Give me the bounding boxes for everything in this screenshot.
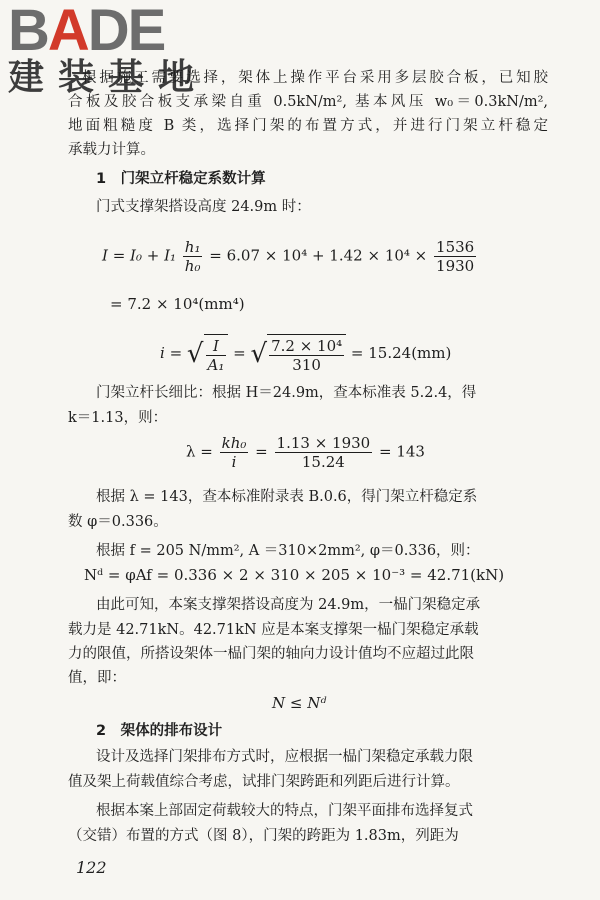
intro-line-3: 地面粗糙度 B 类，选择门架的布置方式，并进行门架立杆稳定 [68,118,548,134]
capacity-line-1: 根据 f = 205 N/mm², A ＝310×2mm², φ＝0.336，则： [96,543,480,559]
section-1-line-1: 门式支撑架搭设高度 24.9m 时： [96,199,311,215]
formula-i-fraction-1 [206,337,227,374]
watermark-logo [8,0,165,63]
sqrt-symbol: √ [186,339,204,369]
formula-I-lhs: I = I₀ + I₁ [102,246,177,265]
section-2-para-1-line-2: 值及架上荷载值综合考虑，试排门架跨距和列距后进行计算。 [68,774,460,790]
formula-I-frac2-num: 1536 [436,238,475,256]
intro-line-4: 承载力计算。 [68,142,155,158]
section-1-heading: 1 门架立杆稳定系数计算 [96,171,266,187]
formula-I-frac1-num: h₁ [184,238,201,256]
formula-lambda-fraction-2 [275,434,373,471]
formula-I-fraction-h [183,238,203,275]
formula-lambda-frac1-den: i [231,453,237,471]
formula-i-lhs: i = [160,344,183,362]
formula-I-frac1-den: h₀ [184,257,201,275]
formula-i-frac1-num: I [206,337,227,356]
logo-letters-de: DE [87,0,165,63]
formula-radius-of-gyration [160,334,451,374]
section-2-para-1-line-1: 设计及选择门架排布方式时，应根据一榀门架稳定承载力限 [96,749,473,765]
formula-I-result: = 7.2 × 10⁴(mm⁴) [110,295,245,313]
formula-lambda-frac2-num: 1.13 × 1930 [276,434,371,452]
slenderness-line-1: 门架立杆长细比：根据 H＝24.9m，查本标准表 5.2.4，得 [96,385,477,401]
formula-i-frac2-den: 310 [292,356,321,374]
phi-line-1: 根据 λ = 143，查本标准附录表 B.0.6，得门架立杆稳定系 [96,489,478,505]
formula-I-frac2-den: 1930 [436,257,475,275]
page-number: 122 [76,858,107,877]
slenderness-line-2: k＝1.13，则： [68,410,168,426]
formula-lambda-lhs: λ = [186,442,213,461]
formula-lambda-fraction-1 [220,434,249,471]
formula-I-mid: = 6.07 × 10⁴ + 1.42 × 10⁴ × [209,246,428,265]
formula-slenderness-ratio [186,434,425,471]
formula-lambda-frac1-num: kh₀ [221,434,247,452]
formula-i-sqrt-2 [251,334,347,374]
sqrt-symbol: √ [250,339,268,369]
watermark-chinese: 建装基地 [8,57,209,98]
formula-lambda-eq: = [255,442,268,461]
intro-line-2: 合板及胶合板支承梁自重 0.5kN/m², 基本风压 w₀＝0.3kN/m², [68,94,548,110]
conclusion-line-1: 由此可知，本案支撑架搭设高度为 24.9m，一榀门架稳定承 [96,597,481,613]
phi-line-2: 数 φ＝0.336。 [68,514,168,530]
section-2-para-2-line-2: （交错）布置的方式（图 8），门架的跨距为 1.83m，列距为 [68,828,459,844]
logo-letters-b: B [8,0,48,63]
section-2-para-2-line-1: 根据本案上部固定荷载较大的特点，门架平面排布选择复式 [96,803,473,819]
formula-i-frac1-den: A₁ [207,356,225,374]
formula-I-fraction-ratio [434,238,476,275]
logo-letter-a: A [47,0,88,63]
formula-i-result: = 15.24(mm) [350,344,452,362]
conclusion-line-3: 力的限值，所搭设架体一榀门架的轴向力设计值均不应超过此限 [68,646,474,662]
formula-lambda-frac2-den: 15.24 [301,453,345,471]
formula-lambda-result: = 143 [379,442,425,461]
formula-inequality: N ≤ Nᵈ [272,694,327,712]
formula-bearing-capacity: Nᵈ = φAf = 0.336 × 2 × 310 × 205 × 10⁻³ = 42.71(kN) [84,566,505,584]
section-2-heading: 2 架体的排布设计 [96,723,223,739]
formula-i-eq: = [233,344,246,362]
conclusion-line-4: 值，即： [68,670,126,686]
formula-i-sqrt-1 [187,334,228,374]
intro-line-1: 根据施工需要选择，架体上操作平台采用多层胶合板，已知胶 [82,70,548,86]
formula-moment-of-inertia [102,238,478,275]
formula-i-fraction-2 [269,337,344,374]
formula-i-frac2-num: 7.2 × 10⁴ [271,337,343,355]
conclusion-line-2: 载力是 42.71kN。42.71kN 应是本案支撑架一榀门架稳定承载 [68,622,479,638]
